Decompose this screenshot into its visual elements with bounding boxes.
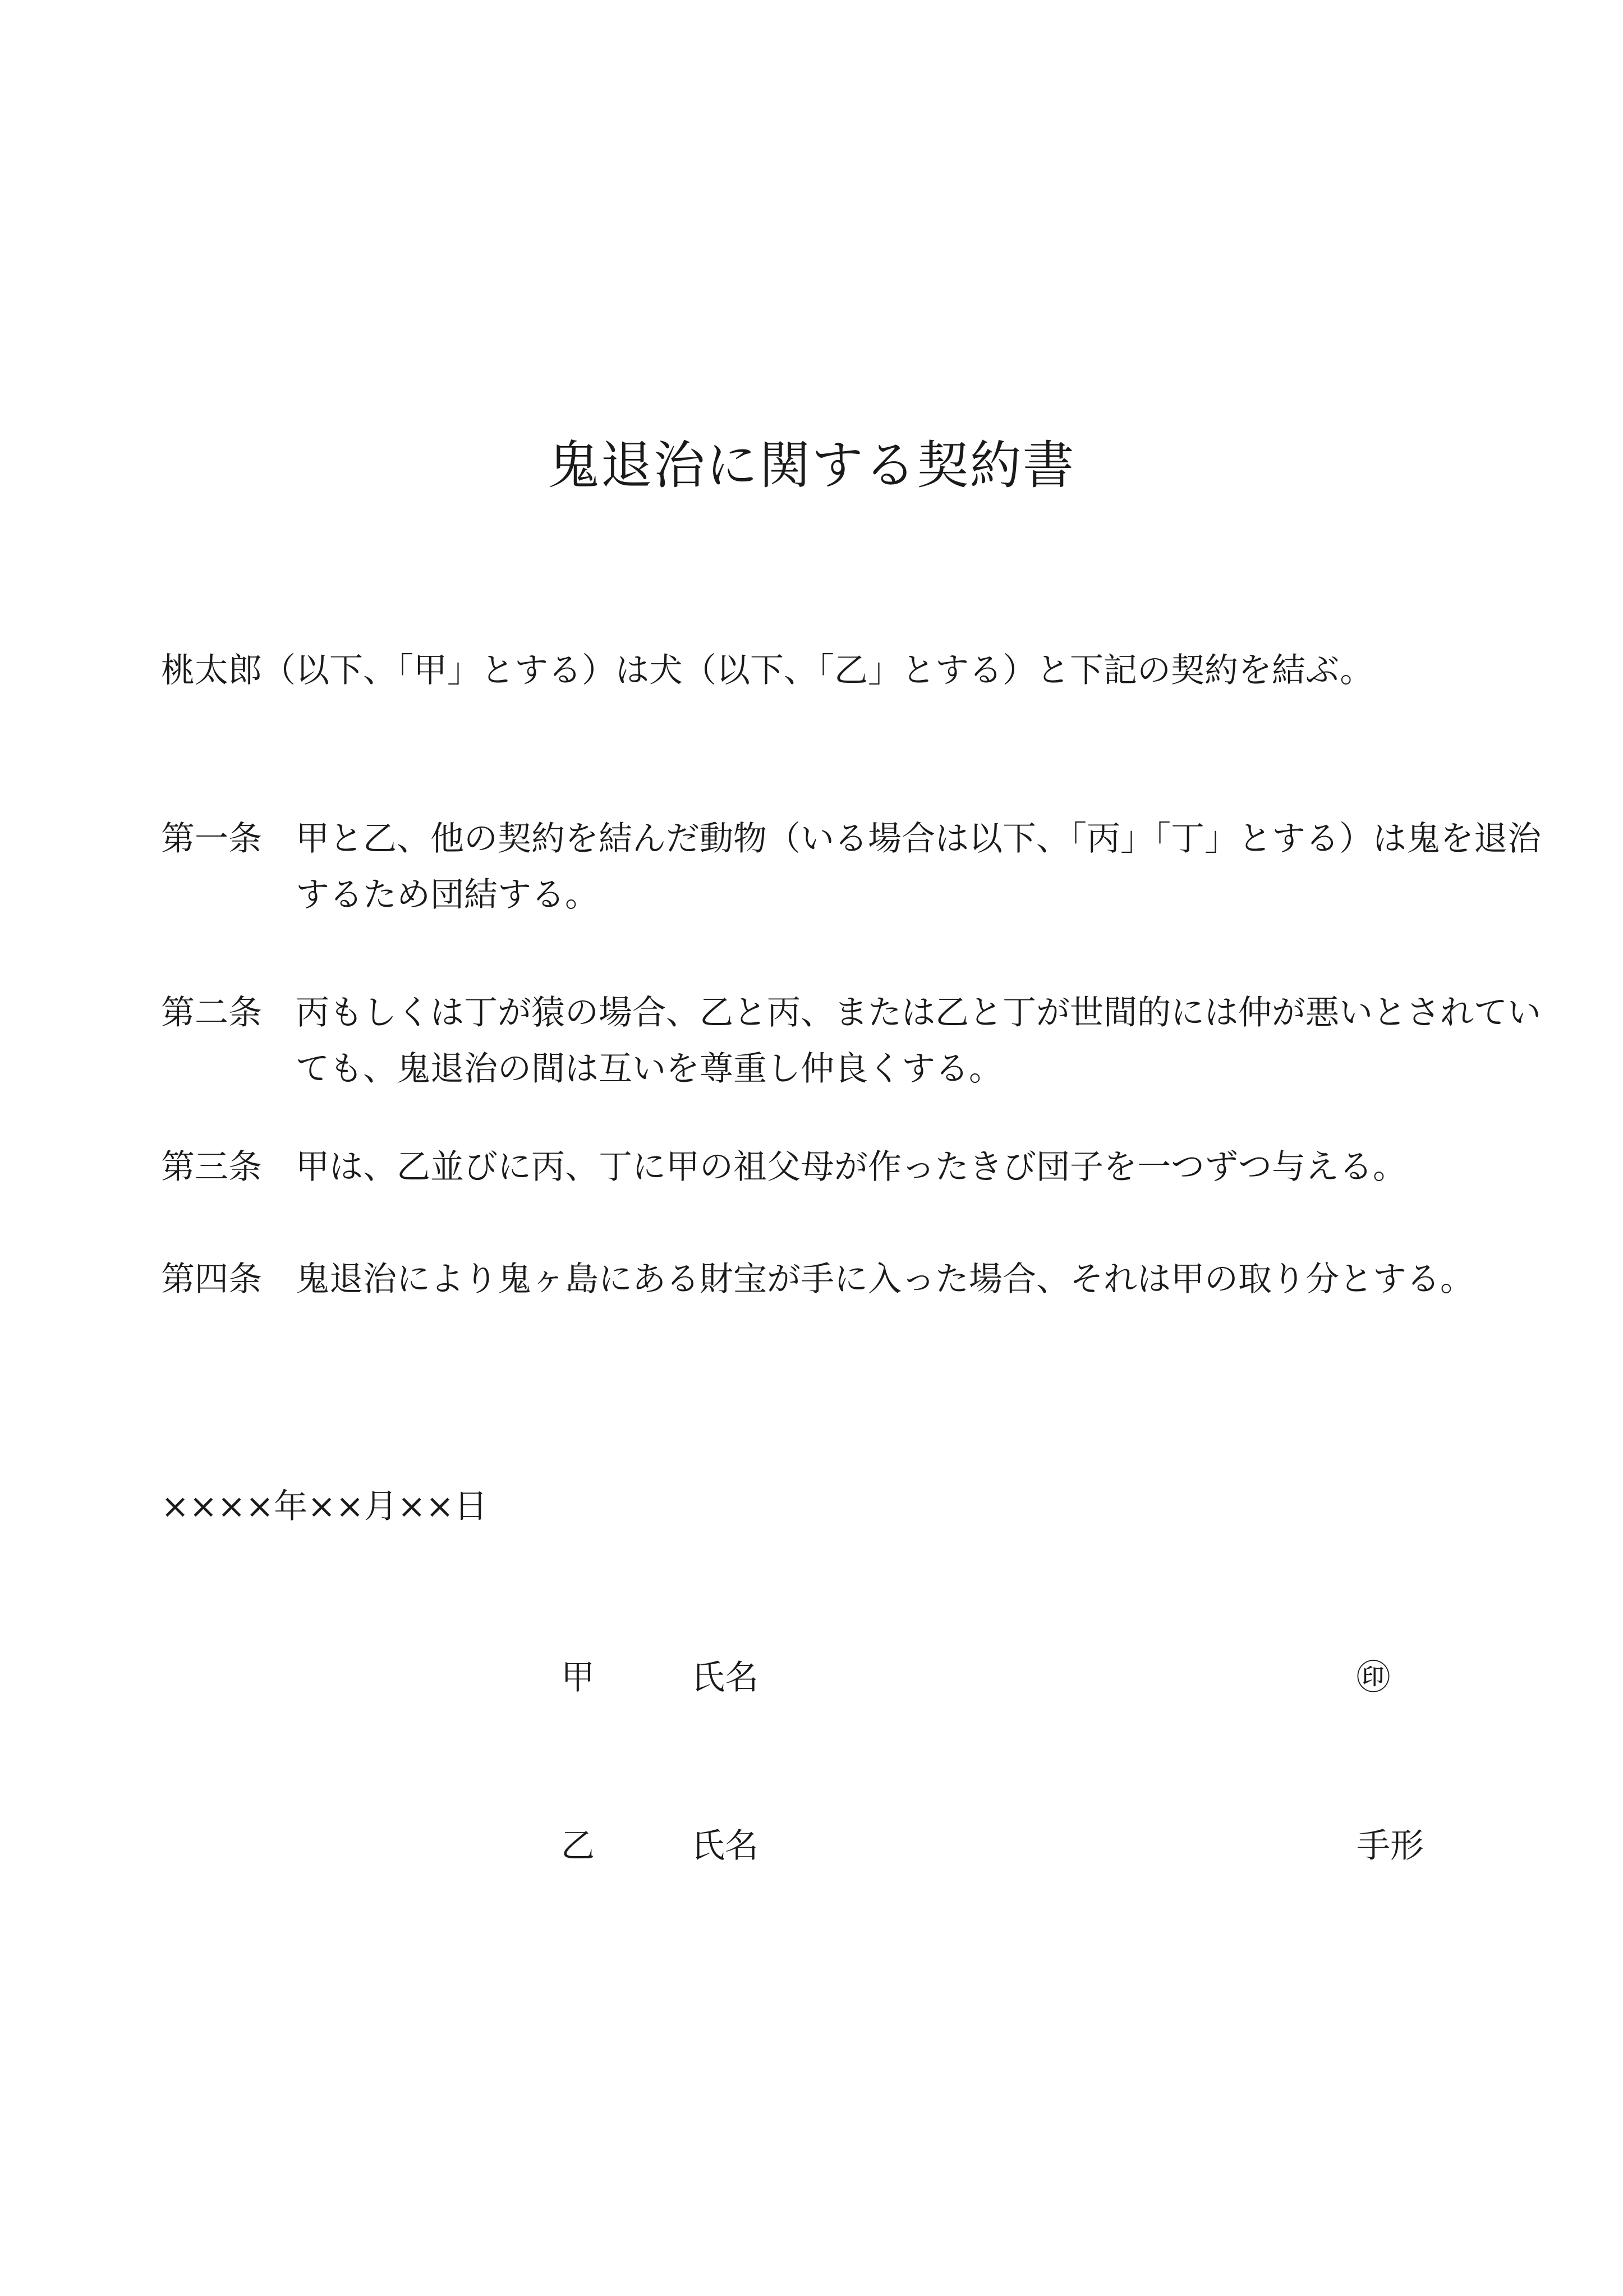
article-1-line-2: するため団結する。: [296, 875, 599, 915]
article-1-line-1: 甲と乙、他の契約を結んだ動物（いる場合は以下、「丙」「丁」とする）は鬼を退治: [296, 819, 1541, 858]
document-title: 鬼退治に関する契約書: [548, 435, 1075, 495]
signature-name-label-otsu: 氏名: [691, 1826, 758, 1866]
handprint-mark: 手形: [1357, 1826, 1424, 1866]
article-2-line-1: 丙もしくは丁が猿の場合、乙と丙、または乙と丁が世間的には仲が悪いとされてい: [296, 993, 1541, 1032]
signature-party-otsu: 乙: [561, 1826, 595, 1866]
article-2-label: 第二条: [161, 993, 262, 1032]
seal-mark: ㊞: [1357, 1658, 1390, 1697]
signature-name-label-kou: 氏名: [691, 1658, 758, 1697]
article-4-label: 第四条: [161, 1260, 262, 1299]
article-2-line-2: ても、鬼退治の間は互いを尊重し仲良くする。: [296, 1049, 1003, 1089]
article-1-label: 第一条: [161, 819, 262, 858]
article-3-label: 第三条: [161, 1147, 262, 1187]
article-3-line-1: 甲は、乙並びに丙、丁に甲の祖父母が作ったきび団子を一つずつ与える。: [296, 1147, 1406, 1187]
article-4-line-1: 鬼退治により鬼ヶ島にある財宝が手に入った場合、それは甲の取り分とする。: [296, 1260, 1474, 1299]
intro-paragraph: 桃太郎（以下、「甲」とする）は犬（以下、「乙」とする）と下記の契約を結ぶ。: [161, 651, 1374, 690]
contract-date: ××××年××月××日: [161, 1487, 488, 1526]
signature-party-kou: 甲: [561, 1658, 595, 1697]
